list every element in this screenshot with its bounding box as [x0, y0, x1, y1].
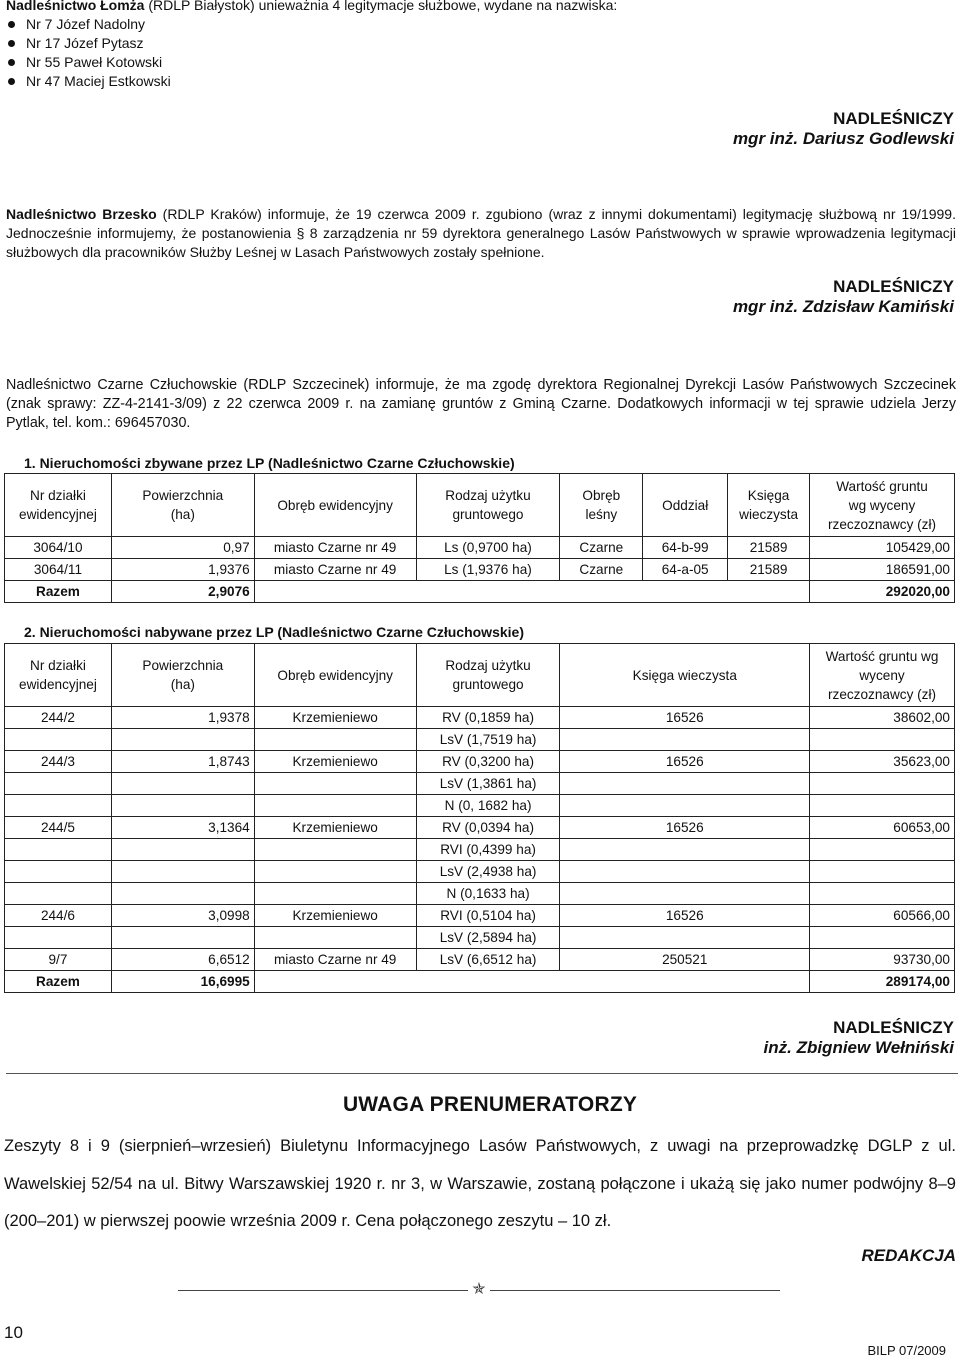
cell-parcel: 244/2	[5, 707, 112, 729]
cell-area: 6,6512	[111, 949, 254, 971]
signature-title: NADLEŚNICZY	[833, 277, 954, 296]
empty-cell	[560, 861, 810, 883]
cell-land-use: N (0, 1682 ha)	[416, 795, 560, 817]
cell-division: 64-a-05	[643, 559, 728, 581]
notice-title: UWAGA PRENUMERATORZY	[342, 1093, 638, 1116]
cell-value: 38602,00	[810, 707, 955, 729]
cell-parcel: 3064/11	[5, 559, 112, 581]
cell-value: 60653,00	[810, 817, 955, 839]
cell-parcel: 9/7	[5, 949, 112, 971]
list-item: Nr 17 Józef Pytasz	[6, 34, 171, 53]
star-icon: ✯	[472, 1281, 486, 1298]
cell-division: 64-b-99	[643, 537, 728, 559]
cell-precinct: Krzemieniewo	[254, 817, 416, 839]
cell-land-use: LsV (1,7519 ha)	[416, 729, 560, 751]
cell-land-use: LsV (2,4938 ha)	[416, 861, 560, 883]
cell-value: 105429,00	[810, 537, 955, 559]
empty-cell	[810, 883, 955, 905]
empty-cell	[254, 971, 809, 993]
empty-cell	[810, 773, 955, 795]
empty-cell	[254, 581, 809, 603]
empty-cell	[254, 729, 416, 751]
empty-cell	[810, 729, 955, 751]
cell-area: 1,9378	[111, 707, 254, 729]
empty-cell	[5, 883, 112, 905]
table-row	[5, 839, 955, 861]
signature-name: inż. Zbigniew Wełniński	[763, 1038, 954, 1057]
brzesko-org: Nadleśnictwo Brzesko	[6, 206, 157, 222]
table-total-row	[5, 971, 955, 993]
cell-parcel: 244/5	[5, 817, 112, 839]
cell-land-book: 16526	[560, 707, 810, 729]
cell-area: 1,8743	[111, 751, 254, 773]
signature-title: NADLEŚNICZY	[833, 1018, 954, 1037]
section-divider	[6, 1073, 958, 1074]
notice-signature: REDAKCJA	[861, 1246, 956, 1265]
col-header: Nr działki ewidencyjnej	[5, 474, 112, 537]
empty-cell	[810, 861, 955, 883]
lomza-intro	[6, 0, 956, 15]
empty-cell	[111, 927, 254, 949]
table-row	[5, 707, 955, 729]
table-row	[5, 861, 955, 883]
cell-land-use: RVI (0,5104 ha)	[416, 905, 560, 927]
lomza-org: Nadleśnictwo Łomża	[6, 0, 145, 13]
cell-area: 1,9376	[111, 559, 254, 581]
total-label: Razem	[5, 971, 112, 993]
table-total-row	[5, 581, 955, 603]
table-row	[5, 773, 955, 795]
table-row	[5, 559, 955, 581]
col-header: Wartość gruntu wg wyceny rzeczoznawcy (zł)	[810, 644, 955, 707]
cell-land-book: 16526	[560, 817, 810, 839]
signature-name: mgr inż. Dariusz Godlewski	[732, 129, 954, 148]
cell-area: 0,97	[111, 537, 254, 559]
cell-land-use: LsV (6,6512 ha)	[416, 949, 560, 971]
cell-value: 35623,00	[810, 751, 955, 773]
col-header: Powierzchnia (ha)	[111, 644, 254, 707]
cell-precinct: miasto Czarne nr 49	[254, 537, 416, 559]
cell-land-use: RVI (0,4399 ha)	[416, 839, 560, 861]
issue-label: BILP 07/2009	[867, 1343, 946, 1358]
cell-forest-precinct: Czarne	[560, 537, 643, 559]
table1-caption: 1. Nieruchomości zbywane przez LP (Nadleśnictwo Czarne Człuchowskie)	[24, 455, 515, 471]
empty-cell	[254, 839, 416, 861]
ornament-line-right	[490, 1290, 780, 1291]
total-area: 16,6995	[111, 971, 254, 993]
table-row	[5, 729, 955, 751]
footer-ornament	[178, 1281, 780, 1301]
empty-cell	[560, 927, 810, 949]
cell-land-use: Ls (1,9376 ha)	[416, 559, 560, 581]
empty-cell	[111, 773, 254, 795]
list-item: Nr 55 Paweł Kotowski	[6, 53, 171, 72]
brzesko-notice	[6, 205, 956, 262]
col-header: Księga wieczysta	[728, 474, 810, 537]
signature-title: NADLEŚNICZY	[833, 109, 954, 128]
lomza-signature	[733, 109, 954, 149]
table-header-row	[5, 474, 955, 537]
sold-properties-table	[4, 473, 955, 603]
cell-land-use: Ls (0,9700 ha)	[416, 537, 560, 559]
table-row	[5, 817, 955, 839]
cell-value: 93730,00	[810, 949, 955, 971]
cell-precinct: miasto Czarne nr 49	[254, 559, 416, 581]
table-row	[5, 751, 955, 773]
empty-cell	[111, 883, 254, 905]
table-header-row	[5, 644, 955, 707]
empty-cell	[810, 795, 955, 817]
empty-cell	[254, 795, 416, 817]
cell-land-book: 16526	[560, 751, 810, 773]
list-item: Nr 47 Maciej Estkowski	[6, 72, 171, 91]
col-header: Rodzaj użytku gruntowego	[416, 644, 560, 707]
cell-land-book: 16526	[560, 905, 810, 927]
acquired-properties-table	[4, 643, 955, 993]
table-row	[5, 927, 955, 949]
signature-name: mgr inż. Zdzisław Kamiński	[732, 297, 954, 316]
col-header: Nr działki ewidencyjnej	[5, 644, 112, 707]
empty-cell	[111, 839, 254, 861]
notice-text: Zeszyty 8 i 9 (sierpnień–wrzesień) Biuletynu Informacyjnego Lasów Państwowych, z uwagi na przeprowadzkę DGLP z ul. Wawelskiej 52/54 na ul. Bitwy Warszawskiej 1920 r. nr 3, w Warszawie, zostaną połączone i ukażą się jako numer podwójny 8–9 (200–201) w pierwszej poowie września 2009 r. Cena połączonego zeszytu – 10 zł.	[4, 1137, 956, 1230]
table-row	[5, 883, 955, 905]
total-area: 2,9076	[111, 581, 254, 603]
empty-cell	[254, 773, 416, 795]
cell-area: 3,1364	[111, 817, 254, 839]
cell-land-book: 250521	[560, 949, 810, 971]
col-header: Obręb ewidencyjny	[254, 474, 416, 537]
cell-value: 186591,00	[810, 559, 955, 581]
page-number: 10	[4, 1323, 23, 1342]
table-row	[5, 537, 955, 559]
col-header: Powierzchnia (ha)	[111, 474, 254, 537]
ornament-line-left	[178, 1290, 468, 1291]
empty-cell	[254, 927, 416, 949]
table2-caption: 2. Nieruchomości nabywane przez LP (Nadleśnictwo Czarne Człuchowskie)	[24, 624, 524, 640]
empty-cell	[560, 839, 810, 861]
cell-land-book: 21589	[728, 537, 810, 559]
total-value: 289174,00	[810, 971, 955, 993]
col-header: Rodzaj użytku gruntowego	[416, 474, 560, 537]
empty-cell	[5, 839, 112, 861]
col-header: Oddział	[643, 474, 728, 537]
cell-precinct: Krzemieniewo	[254, 707, 416, 729]
empty-cell	[5, 927, 112, 949]
empty-cell	[254, 883, 416, 905]
empty-cell	[560, 795, 810, 817]
total-value: 292020,00	[810, 581, 955, 603]
cell-land-use: RV (0,0394 ha)	[416, 817, 560, 839]
empty-cell	[810, 927, 955, 949]
cell-area: 3,0998	[111, 905, 254, 927]
lomza-intro-text: (RDLP Białystok) unieważnia 4 legitymacje służbowe, wydane na nazwiska:	[144, 0, 618, 13]
empty-cell	[810, 839, 955, 861]
cell-land-use: N (0,1633 ha)	[416, 883, 560, 905]
cell-precinct: Krzemieniewo	[254, 751, 416, 773]
empty-cell	[560, 773, 810, 795]
col-header: Wartość gruntu wg wyceny rzeczoznawcy (zł)	[810, 474, 955, 537]
cell-land-use: RV (0,1859 ha)	[416, 707, 560, 729]
cell-land-book: 21589	[728, 559, 810, 581]
empty-cell	[5, 773, 112, 795]
col-header: Obręb ewidencyjny	[254, 644, 416, 707]
empty-cell	[5, 795, 112, 817]
table-row	[5, 905, 955, 927]
cell-land-use: LsV (1,3861 ha)	[416, 773, 560, 795]
empty-cell	[5, 729, 112, 751]
col-header: Księga wieczysta	[560, 644, 810, 707]
cancelled-ids-list	[6, 15, 171, 91]
col-header: Obręb leśny	[560, 474, 643, 537]
list-item: Nr 7 Józef Nadolny	[6, 15, 171, 34]
cell-land-use: RV (0,3200 ha)	[416, 751, 560, 773]
brzesko-signature	[733, 277, 954, 317]
cell-parcel: 244/6	[5, 905, 112, 927]
cell-forest-precinct: Czarne	[560, 559, 643, 581]
table-row	[5, 949, 955, 971]
czarne-notice: Nadleśnictwo Czarne Człuchowskie (RDLP Szczecinek) informuje, że ma zgodę dyrektora Regionalnej Dyrekcji Lasów Państwowych Szczecinek (znak sprawy: ZZ-4-2141-3/09) z 22 czerwca 2009 r. na zamianę gruntów z Gminą Czarne. Dodatkowych informacji w tej sprawie udziela Jerzy Pytlak, tel. kom.: 696457030.	[6, 377, 956, 431]
czarne-signature	[764, 1018, 954, 1058]
empty-cell	[111, 729, 254, 751]
empty-cell	[254, 861, 416, 883]
cell-parcel: 244/3	[5, 751, 112, 773]
empty-cell	[111, 795, 254, 817]
table-row	[5, 795, 955, 817]
total-label: Razem	[5, 581, 112, 603]
cell-precinct: Krzemieniewo	[254, 905, 416, 927]
empty-cell	[560, 883, 810, 905]
empty-cell	[111, 861, 254, 883]
cell-land-use: LsV (2,5894 ha)	[416, 927, 560, 949]
brzesko-text: (RDLP Kraków) informuje, że 19 czerwca 2009 r. zgubiono (wraz z innymi dokumentami) legitymację służbową nr 19/1999. Jednocześnie informujemy, że postanowienia § 8 zarządzenia nr 59 dyrektora generalnego Lasów Państwowych w sprawie wprowadzenia legitymacji służbowych dla pracowników Służby Leśnej w Lasach Państwowych zostały spełnione.	[6, 206, 956, 260]
cell-precinct: miasto Czarne nr 49	[254, 949, 416, 971]
cell-parcel: 3064/10	[5, 537, 112, 559]
empty-cell	[560, 729, 810, 751]
empty-cell	[5, 861, 112, 883]
cell-value: 60566,00	[810, 905, 955, 927]
